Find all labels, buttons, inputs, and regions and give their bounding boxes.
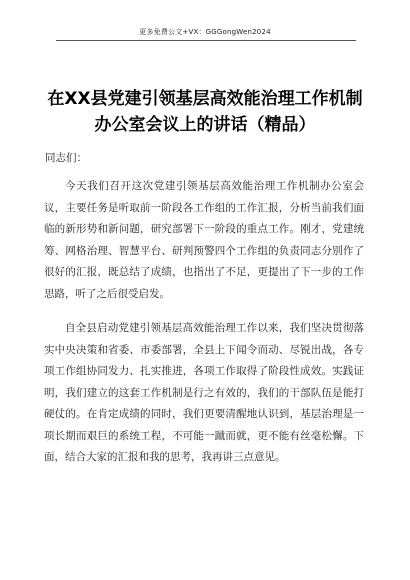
paragraph: 今天我们召开这次党建引领基层高效能治理工作机制办公室会议，主要任务是听取前一阶段各工作组的工作汇报，分析当前我们面临的新形势和新问题，研究部署下一阶段的重点工作。刚才，党建统筹、网格治理、智慧平台、研判预警四个工作组的负责同志分别作了很好的汇报，既总结了成绩，也指出了不足，更提出了下一步的工作思路，听了之后很受启发。 (44, 180, 364, 300)
document-title: 在XX县党建引领基层高效能治理工作机制办公室会议上的讲话（精品） (47, 89, 363, 135)
header-divider (56, 40, 356, 41)
paragraph: 自全县启动党建引领基层高效能治理工作以来，我们坚决贯彻落实中央决策和省委、市委部署，全县上下闻令而动、尽锐出战，各专项工作组协同发力、扎实推进，各项工作取得了阶段性成效。实践证明，我们建立的这套工作机制是行之有效的，我们的干部队伍是能打硬仗的。在肯定成绩的同时，我们更要清醒地认识到，基层治理是一项长期而艰巨的系统工程，不可能一蹴而就，更不能有丝毫松懈。下面，结合大家的汇报和我的思考，我再讲三点意见。 (44, 322, 364, 463)
greeting: 同志们： (45, 152, 87, 164)
document-body (44, 176, 364, 482)
header-note: 更多免费公文+VX：GGGongWen2024 (139, 28, 271, 36)
